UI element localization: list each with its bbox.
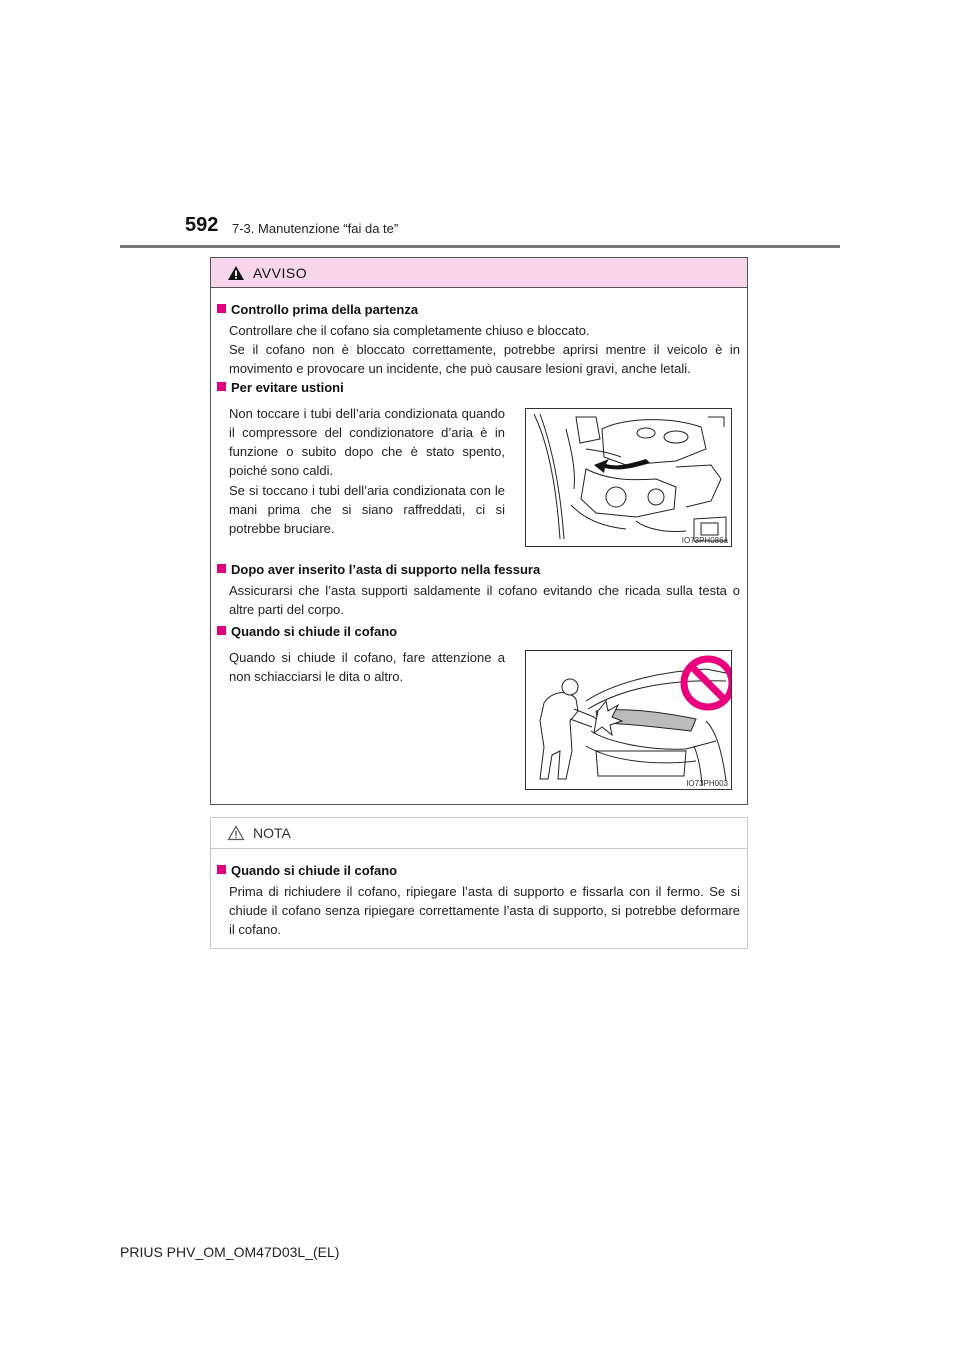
warning-label: AVVISO [253, 264, 308, 281]
figure-code: IO73PH086a [681, 536, 728, 545]
warning-section-title: Per evitare ustioni [217, 378, 344, 397]
warning-section-title: Controllo prima della partenza [217, 300, 418, 319]
engine-bay-illustration [525, 408, 732, 547]
notice-label: NOTA [253, 825, 291, 841]
engine-bay-drawing [526, 409, 731, 546]
warning-header [211, 258, 747, 288]
warning-section-text: Controllare che il cofano sia completamente chiuso e bloccato. Se il cofano non è bloccato correttamente, potrebbe aprirsi mentre il veicolo è in movimento e provocare un incidente, che può causare lesioni gravi, anche letali. [229, 323, 740, 376]
square-bullet-icon [217, 564, 226, 573]
warning-section-title: Quando si chiude il cofano [217, 622, 397, 641]
square-bullet-icon [217, 304, 226, 313]
notice-section-text: Prima di richiudere il cofano, ripiegare l’asta di supporto e fissarla con il fermo. Se si chiude il cofano senza ripiegare correttamente l’asta di supporto, si potrebbe deformare il cofano. [229, 884, 740, 937]
warning-triangle-icon [227, 265, 245, 281]
square-bullet-icon [217, 865, 226, 874]
header-rule [120, 245, 840, 248]
square-bullet-icon [217, 382, 226, 391]
warning-section-text: Non toccare i tubi dell’aria condizionata quando il compressore del condizionatore d’aria è in funzione o subito dopo che è stato spento, poiché sono caldi. [229, 406, 505, 478]
notice-section-title: Quando si chiude il cofano [217, 861, 397, 880]
warning-section-title: Dopo aver inserito l’asta di supporto nella fessura [217, 560, 540, 579]
hood-closing-illustration [525, 650, 732, 790]
warning-section-text: Quando si chiude il cofano, fare attenzione a non schiacciarsi le dita o altro. [229, 650, 505, 684]
document-id: PRIUS PHV_OM_OM47D03L_(EL) [120, 1244, 340, 1260]
page-number: 592 [185, 214, 219, 236]
notice-header [211, 818, 747, 849]
square-bullet-icon [217, 626, 226, 635]
section-title: 7-3. Manutenzione “fai da te” [232, 221, 399, 236]
warning-section-text: Assicurarsi che l’asta supporti saldamente il cofano evitando che ricada sulla testa o altre parti del corpo. [229, 583, 740, 617]
figure-code: IO73PH003 [686, 779, 728, 788]
hood-closing-drawing [526, 651, 731, 789]
caution-outline-icon [227, 825, 245, 841]
warning-section-text: Se si toccano i tubi dell’aria condizionata con le mani prima che si siano raffreddati, ci si potrebbe bruciare. [229, 483, 505, 536]
